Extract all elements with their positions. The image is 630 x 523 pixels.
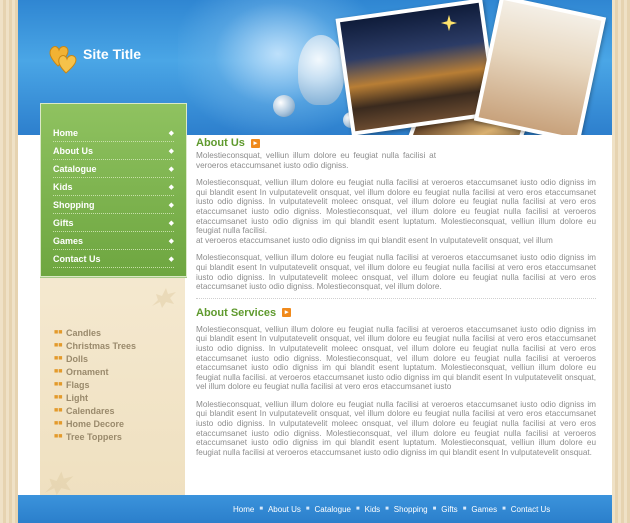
bullet-icon: ■■ bbox=[54, 368, 63, 375]
nav-item-games[interactable] bbox=[53, 232, 174, 250]
services-paragraph: Molestieconsquat, velliun illum dolore eu feugiat nulla facilisi at veroeros etaccumsanet iusto odio digniss im qui blandit esent In vulputatevelit onsquat, vel illum dolore eu feugiat nulla facilisi at vero eros etaccumsanet iusto odio digniss. In vulputatevelit moleec onsquat, vel illum dolore eu feugiat nulla facilisi at vero eros etaccumsanet iusto odio digniss. Molestieconsquat, vel illum dolore eu feugiat nulla facilisi at veroeros etaccumsanet iusto odio digniss im qui blandit esent luptatum. Molestieconsquat, velliun illum dolore eu feugiat nulla facilisi. at veroeros etaccumsanet iusto odio digniss im qui blandit esent In vulputatevelit onsquat, vel illum dolore eu feugiat nulla facilisi at vero eros etaccumsanet iusto bbox=[196, 324, 596, 392]
bullet-icon: ■■ bbox=[54, 355, 63, 362]
category-item[interactable] bbox=[54, 378, 136, 391]
footer-link-games[interactable]: Games bbox=[471, 504, 498, 514]
about-us-title: About Us bbox=[196, 137, 245, 149]
footer-link-home[interactable]: Home bbox=[233, 504, 255, 514]
bullet-icon: ■ bbox=[259, 506, 263, 512]
footer-link-gifts[interactable]: Gifts bbox=[441, 504, 458, 514]
category-label: Home Decore bbox=[66, 418, 125, 429]
bullet-icon: ■■ bbox=[54, 342, 63, 349]
nav-item-label: Shopping bbox=[53, 199, 95, 210]
footer bbox=[18, 495, 612, 523]
bullet-icon: ■■ bbox=[54, 420, 63, 427]
category-list bbox=[54, 326, 136, 443]
holly-leaf-icon bbox=[148, 280, 180, 312]
bullet-icon: ■ bbox=[305, 506, 310, 512]
footer-link-contact-us[interactable]: Contact Us bbox=[510, 504, 551, 514]
nav-item-kids[interactable] bbox=[53, 178, 174, 196]
footer-link-shopping[interactable]: Shopping bbox=[393, 504, 428, 514]
bullet-icon: ■ bbox=[385, 506, 389, 512]
photo-santa bbox=[474, 0, 606, 135]
bullet-icon: ■■ bbox=[54, 394, 63, 401]
nav-item-home[interactable] bbox=[53, 124, 174, 142]
category-label: Calendares bbox=[66, 405, 115, 416]
nav-item-about-us[interactable] bbox=[53, 142, 174, 160]
about-services-heading[interactable] bbox=[196, 305, 596, 321]
category-item[interactable] bbox=[54, 404, 136, 417]
services-paragraph: Molestieconsquat, velliun illum dolore eu feugiat nulla facilisi at veroeros etaccumsanet iusto odio digniss im qui blandit esent In vulputatevelit onsquat, vel illum dolore eu feugiat nulla facilisi at vero eros etaccumsanet iusto odio digniss. In vulputatevelit moleec onsquat, vel illum dolore eu feugiat nulla facilisi at vero eros etaccumsanet iusto odio digniss. Molestieconsquat, vel illum dolore eu feugiat nulla facilisi at veroeros etaccumsanet iusto odio digniss im qui blandit esent luptatum. Molestieconsquat, velliun illum dolore eu feugiat nulla facilisi at veroeros etaccumsanet iusto odio digniss im qui blandit esent In vulputatevelit onsquat. bbox=[196, 399, 596, 457]
site-title[interactable]: Site Title bbox=[83, 46, 142, 62]
category-item[interactable] bbox=[54, 365, 136, 378]
ornament-ball-image bbox=[273, 95, 295, 117]
category-item[interactable] bbox=[54, 352, 136, 365]
bullet-icon: ■ bbox=[462, 506, 467, 512]
nav-item-catalogue[interactable] bbox=[53, 160, 174, 178]
bullet-icon: ■ bbox=[502, 506, 506, 512]
nav-item-label: Kids bbox=[53, 181, 73, 192]
nav-item-gifts[interactable] bbox=[53, 214, 174, 232]
about-services-title: About Services bbox=[196, 306, 277, 319]
nav-item-contact-us[interactable] bbox=[53, 250, 174, 268]
arrow-right-icon: ◆ bbox=[168, 183, 174, 191]
arrow-right-icon: ◆ bbox=[168, 129, 174, 137]
about-intro: Molestieconsquat, velliun illum dolore eu feugiat nulla facilisi at veroeros etaccumsanet iusto odio digniss. bbox=[196, 151, 436, 170]
about-paragraph: Molestieconsquat, velliun illum dolore eu feugiat nulla facilisi at veroeros etaccumsanet iusto odio digniss im qui blandit esent In vulputatevelit onsquat, vel illum dolore eu feugiat nulla facilisi at vero eros etaccumsanet iusto odio digniss. In vulputatevelit moleec onsquat, vel illum dolore eu feugiat nulla facilisi at vero eros etaccumsanet iusto odio digniss. Molestieconsquat, vel illum dolore eu feugiat nulla facilisi at veroeros etaccumsanet iusto odio digniss im qui blandit esent luptatum. Molestieconsquat, velliun illum dolore eu feugiat nulla facilisi. bbox=[196, 178, 596, 236]
angel-ornament-image bbox=[298, 35, 344, 105]
category-item[interactable] bbox=[54, 391, 136, 404]
category-label: Christmas Trees bbox=[66, 340, 137, 351]
bullet-icon: ■■ bbox=[54, 381, 63, 388]
arrow-right-icon: ◆ bbox=[168, 165, 174, 173]
category-item[interactable] bbox=[54, 430, 136, 443]
category-item[interactable] bbox=[54, 417, 136, 430]
main-nav bbox=[40, 103, 187, 277]
bullet-icon: ■■ bbox=[54, 407, 63, 414]
category-item[interactable] bbox=[54, 339, 136, 352]
category-label: Light bbox=[66, 392, 88, 403]
nav-item-label: Contact Us bbox=[53, 253, 101, 264]
category-label: Flags bbox=[66, 379, 90, 390]
nav-item-shopping[interactable] bbox=[53, 196, 174, 214]
main-content bbox=[196, 135, 596, 457]
left-stripe-border bbox=[0, 0, 18, 523]
arrow-right-icon: ◆ bbox=[168, 219, 174, 227]
bullet-icon: ■ bbox=[432, 506, 437, 512]
nav-item-label: Catalogue bbox=[53, 163, 97, 174]
bullet-icon: ■■ bbox=[54, 329, 63, 336]
footer-link-about-us[interactable]: About Us bbox=[267, 504, 301, 514]
arrow-right-icon[interactable]: ▸ bbox=[282, 308, 291, 317]
category-label: Tree Toppers bbox=[66, 431, 122, 442]
arrow-right-icon: ◆ bbox=[168, 201, 174, 209]
footer-link-kids[interactable]: Kids bbox=[364, 504, 381, 514]
page bbox=[18, 0, 612, 523]
nav-item-label: Games bbox=[53, 235, 84, 246]
bullet-icon: ■ bbox=[355, 506, 360, 512]
heart-logo-icon[interactable] bbox=[48, 40, 78, 74]
category-label: Dolls bbox=[66, 353, 89, 364]
nav-item-label: Home bbox=[53, 127, 79, 138]
right-stripe-border bbox=[612, 0, 630, 523]
footer-link-catalogue[interactable]: Catalogue bbox=[314, 504, 351, 514]
arrow-right-icon: ◆ bbox=[168, 237, 174, 245]
divider bbox=[196, 298, 596, 299]
arrow-right-icon[interactable]: ▸ bbox=[251, 139, 260, 148]
arrow-right-icon: ◆ bbox=[168, 255, 174, 263]
about-paragraph: at veroeros etaccumsanet iusto odio digniss im qui blandit esent In vulputatevelit onsquat, vel illum bbox=[196, 235, 553, 245]
nav-item-label: Gifts bbox=[53, 217, 74, 228]
about-us-heading[interactable] bbox=[196, 135, 596, 151]
footer-nav bbox=[233, 495, 550, 523]
nav-item-label: About Us bbox=[53, 145, 93, 156]
category-label: Ornament bbox=[66, 366, 109, 377]
category-item[interactable] bbox=[54, 326, 136, 339]
bullet-icon: ■■ bbox=[54, 433, 63, 440]
arrow-right-icon: ◆ bbox=[168, 147, 174, 155]
about-paragraph: Molestieconsquat, velliun illum dolore eu feugiat nulla facilisi at veroeros etaccumsanet iusto odio digniss im qui blandit esent In vulputatevelit onsquat, vel illum dolore eu feugiat nulla facilisi at vero eros etaccumsanet iusto odio digniss. In vulputatevelit moleec onsquat, vel illum dolore eu feugiat nulla facilisi at vero eros etaccumsanet iusto odio digniss. Molestieconsquat, vel illum dolore. bbox=[196, 253, 596, 292]
star-icon bbox=[440, 14, 458, 32]
category-label: Candles bbox=[66, 327, 102, 338]
